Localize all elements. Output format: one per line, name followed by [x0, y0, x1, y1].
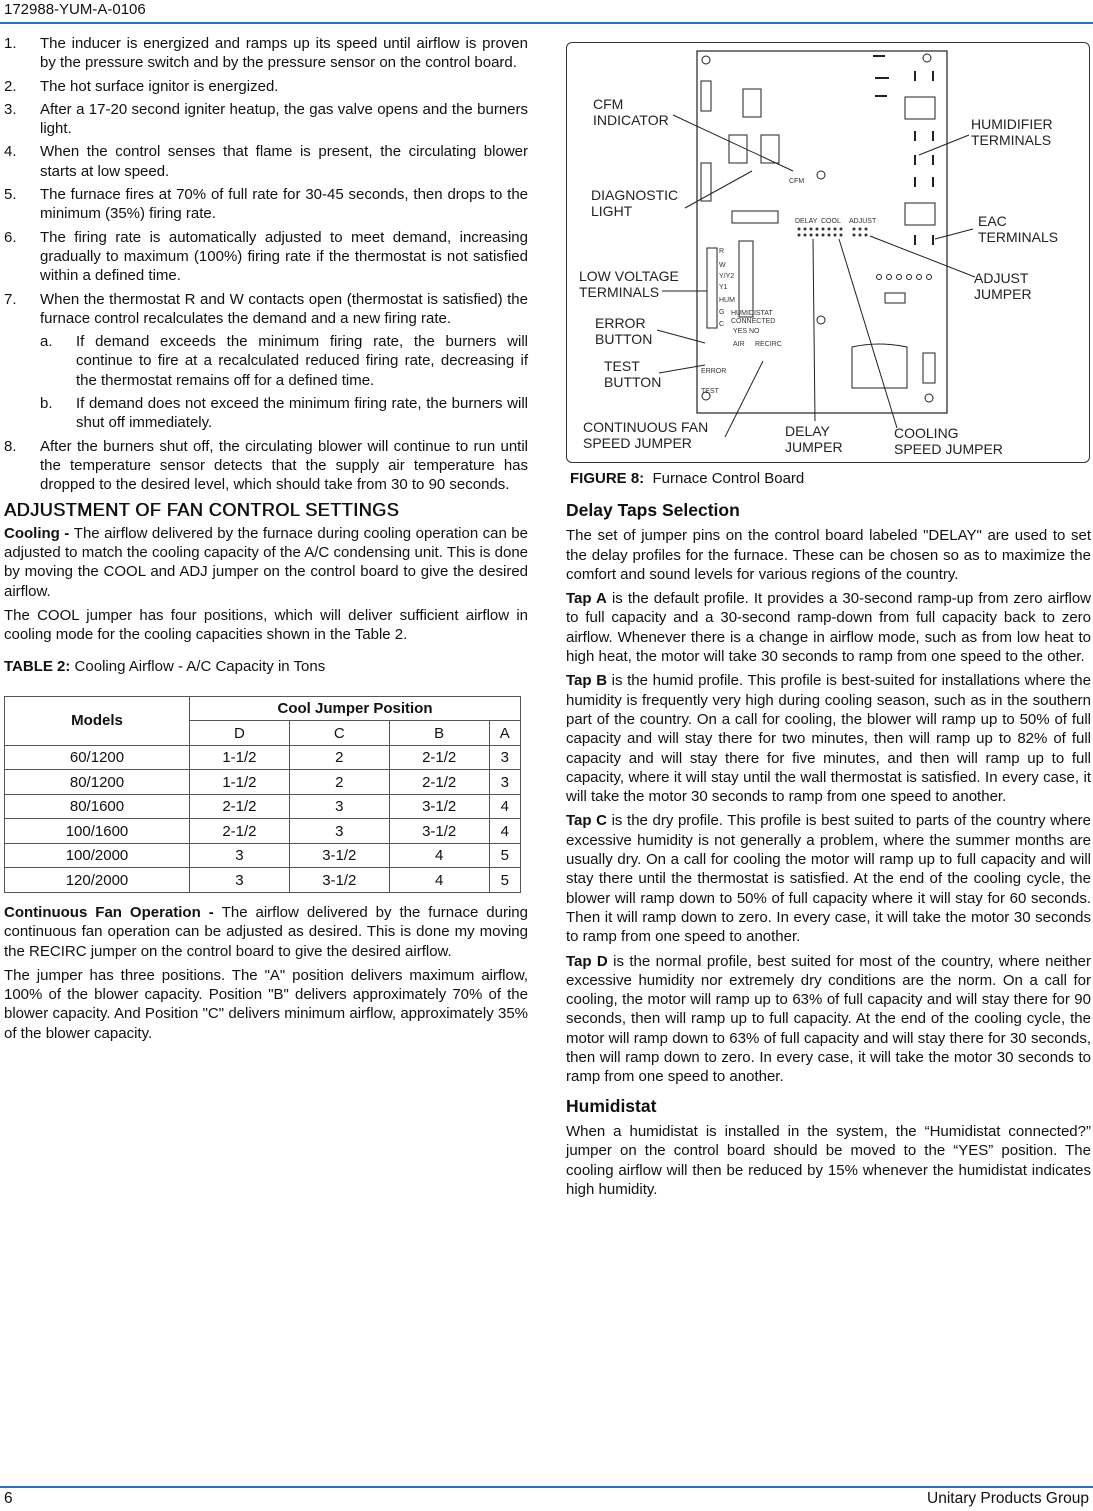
table-cell: 2 [289, 770, 389, 795]
tap-d-text: is the normal profile, best suited for most of the country, where neither excessive humidity nor extremely dry conditions are the norm. On a call for cooling, the motor will ramp up to 63% of full capacity and will stay there for 90 seconds, then will ramp up to full capacity. At the end of the cooling cycle, the motor will ramp down to 63% of full capacity and will stay there for 30 seconds, then will ramp down to zero. In every case, it will take the motor 30 seconds to ramp from one speed to another. [566, 952, 1091, 1086]
error-button-label: ERROR BUTTON [595, 315, 653, 347]
eac-block [905, 203, 935, 225]
models-header: Models [5, 696, 190, 745]
table-cell: 2-1/2 [389, 770, 489, 795]
board-label: DELAY [795, 218, 818, 225]
list-item [4, 228, 528, 286]
continuous-fan-jumper-label: CONTINUOUS FAN SPEED JUMPER [583, 419, 709, 451]
tap-a-paragraph [566, 589, 1091, 666]
diagnostic-light-label: DIAGNOSTIC LIGHT [591, 187, 679, 219]
item-text: If demand does not exceed the minimum firing rate, the burners will shut off immediately. [76, 395, 528, 432]
board-label: HUM [719, 297, 735, 304]
board-label: CONNECTED [731, 318, 776, 325]
item-number: 3. [4, 100, 17, 118]
tap-b-label: Tap B [566, 672, 608, 690]
board-label: HUMIDISTAT [731, 310, 773, 317]
item-text: If demand exceeds the minimum firing rate, the burners will continue to fire at a recalculated reduced firing rate, decreasing if the thermostat remains off for a defined time. [76, 333, 528, 389]
list-item [4, 185, 528, 224]
tap-a-text: is the default profile. It provides a 30-second ramp-up from zero airflow to full capacity and a 30-second ramp-down from full capacity back to zero airflow. Whenever there is a change in airflow mode, such as from low heat to high heat, the motor will take 30 seconds to ramp from one speed to the other. [566, 590, 1092, 666]
sub-list-item [4, 394, 528, 433]
board-label: YES NO [733, 328, 760, 335]
continuous-fan-text: The airflow delivered by the furnace during continuous fan operation can be adjusted as desired. This is done my moving the RECIRC jumper on the control board to give the desired airflow. [4, 903, 528, 960]
mount-hole [817, 316, 825, 324]
cooling-label: Cooling - [4, 524, 74, 542]
table-row [5, 868, 521, 893]
list-item [4, 100, 528, 139]
table-row [5, 819, 521, 844]
mount-hole [925, 394, 933, 402]
table-cell: 4 [389, 868, 489, 893]
board-label: C [719, 321, 725, 328]
item-text: The hot surface ignitor is energized. [40, 77, 279, 95]
section-title: ADJUSTMENT OF FAN CONTROL SETTINGS [4, 499, 400, 520]
table-cell: 120/2000 [5, 868, 190, 893]
cfm-indicator-label: CFM INDICATOR [593, 96, 669, 128]
continuous-fan-label: Continuous Fan Operation - [4, 903, 222, 921]
tap-d-label: Tap D [566, 952, 608, 970]
board-label: RECIRC [755, 341, 782, 348]
mount-hole [817, 171, 825, 179]
item-letter: a. [40, 333, 53, 351]
top-left-connectors [701, 81, 779, 223]
table-cell: 80/1200 [5, 770, 190, 795]
cooling-text: The airflow delivered by the furnace during cooling operation can be adjusted to match the cooling capacity of the A/C condensing unit. This is done by moving the COOL and ADJ jumper on the control board to give the desired airflow. [4, 524, 528, 600]
table-cell: 1-1/2 [190, 770, 290, 795]
table-cell: 100/1600 [5, 819, 190, 844]
board-label: W [719, 262, 726, 269]
table-cell: 3 [489, 745, 520, 770]
humidistat-heading: Humidistat [566, 1095, 657, 1116]
table-caption-label: TABLE 2: [4, 657, 71, 675]
tap-b-text: is the humid profile. This profile is best-suited for installations where the humidity is frequently very high during cooling season, such as in the southern part of the country. On a call for cooling, the blower will ramp up to 50% of full capacity and will stay there for two minutes, then will ramp up to 82% of full capacity and will stay there for five minutes, and then will ramp up to full capacity, where it will stay until the wall thermostat is satisfied. In every case, it will take the motor 30 seconds to ramp from one speed to another. [566, 672, 1091, 806]
document-id: 172988-YUM-A-0106 [4, 1, 146, 18]
table-cell: 3-1/2 [389, 819, 489, 844]
figure-caption-label: FIGURE 8: [570, 470, 645, 487]
table-cell: 2-1/2 [190, 819, 290, 844]
cool-jumper-header: Cool Jumper Position [190, 696, 521, 721]
delay-taps-heading: Delay Taps Selection [566, 500, 740, 520]
board-label: ERROR [701, 368, 727, 375]
table-cell: 3-1/2 [289, 868, 389, 893]
item-text: The firing rate is automatically adjusted to meet demand, increasing gradually to maximum (100%) firing rate if the thermostat is not satisfied within a defined time. [40, 228, 528, 285]
item-number: 7. [4, 290, 17, 308]
table-row [5, 794, 521, 819]
item-text: The inducer is energized and ramps up its speed until airflow is proven by the pressure switch and by the pressure sensor on the control board. [40, 35, 528, 72]
list-item [4, 290, 528, 329]
small-connector [885, 293, 905, 303]
page-number: 6 [4, 1490, 13, 1507]
mount-hole [923, 54, 931, 62]
item-number: 5. [4, 186, 17, 204]
tap-c-text: is the dry profile. This profile is best suited to parts of the country where excessive humidity is not generally a problem, where the summer months are usually dry. On a call for cooling the motor will ramp up to full capacity and will stay there until the thermostat is satisfied. At the end of the cooling cycle, the blower will ramp down to 50% of full capacity where it will stay for 60 seconds. Then it will ramp down to zero. In every case, it will take the motor 30 seconds to ramp from one speed to another. [566, 812, 1091, 946]
cooling-paragraph [4, 524, 528, 601]
table-cell: 3 [190, 868, 290, 893]
table-cell: 2-1/2 [389, 745, 489, 770]
side-connector [923, 353, 935, 383]
mount-hole [702, 56, 710, 64]
board-label: AIR [733, 341, 745, 348]
delay-jumper-label: DELAY JUMPER [785, 423, 843, 455]
adjust-jumper-circles [877, 275, 932, 280]
table-row [5, 745, 521, 770]
table-cell: 3-1/2 [389, 794, 489, 819]
board-label: G [719, 309, 725, 316]
board-label: Y1 [719, 284, 728, 291]
low-voltage-strip [707, 248, 717, 328]
table-cell: 3 [190, 843, 290, 868]
continuous-fan-paragraph [4, 903, 528, 961]
list-item [4, 437, 528, 495]
transformer [852, 344, 907, 388]
jumper-pins [798, 228, 868, 237]
table-caption [4, 657, 528, 676]
table-cell: 1-1/2 [190, 745, 290, 770]
test-button-label: TEST BUTTON [604, 358, 662, 390]
left-column [4, 34, 528, 1048]
item-text: After the burners shut off, the circulating blower will continue to run until the temperature sensor detects that the supply air temperature has dropped to the desired level, which should take from 30 to 90 seconds. [40, 437, 528, 494]
adjust-jumper-label: ADJUST JUMPER [974, 270, 1032, 302]
item-text: When the thermostat R and W contacts open (thermostat is satisfied) the furnace control recalculates the demand and a new firing rate. [40, 290, 528, 327]
tap-b-paragraph [566, 671, 1091, 806]
table-header-row [5, 696, 521, 721]
board-label: CFM [789, 178, 805, 185]
table-cell: 2-1/2 [190, 794, 290, 819]
table-cell: 60/1200 [5, 745, 190, 770]
table-cell: 100/2000 [5, 843, 190, 868]
table-cell: 4 [489, 794, 520, 819]
item-number: 1. [4, 35, 17, 52]
cooling-speed-jumper-label: COOLING SPEED JUMPER [894, 425, 1003, 457]
header-rule [0, 22, 1093, 24]
table-cell: 5 [489, 868, 520, 893]
table-cell: 4 [489, 819, 520, 844]
item-text: After a 17-20 second igniter heatup, the gas valve opens and the burners light. [40, 100, 528, 138]
dashes [873, 55, 889, 97]
board-label: Y/Y2 [719, 273, 735, 280]
board-label: R [719, 248, 725, 255]
tap-d-paragraph [566, 952, 1091, 1087]
figure-caption [570, 470, 804, 487]
list-item [4, 77, 528, 96]
figure-caption-text: Furnace Control Board [644, 470, 805, 487]
tap-a-label: Tap A [566, 590, 607, 608]
board-label: COOL [821, 218, 841, 225]
item-text: The furnace fires at 70% of full rate for 30-45 seconds, then drops to the minimum (35%) firing rate. [40, 186, 528, 223]
position-header: B [389, 721, 489, 746]
sub-list-item [4, 332, 528, 390]
table-cell: 3 [289, 794, 389, 819]
list-item [4, 142, 528, 181]
item-number: 8. [4, 437, 17, 455]
table-row [5, 770, 521, 795]
item-letter: b. [40, 395, 53, 413]
humidistat-strip [739, 241, 753, 317]
delay-intro-paragraph: The set of jumper pins on the control board labeled "DELAY" are used to set the delay profiles for the furnace. These can be chosen so as to maximize the comfort and sound levels for various regions of the country. [566, 527, 1091, 583]
cool-jumper-paragraph: The COOL jumper has four positions, which will deliver sufficient airflow in cooling mode for the cooling capacities shown in the Table 2. [4, 607, 528, 644]
board-label: TEST [701, 388, 719, 395]
humidifier-block [905, 97, 935, 119]
right-column [566, 497, 1091, 1204]
cooling-airflow-table [4, 696, 521, 893]
tap-c-paragraph [566, 811, 1091, 946]
table-cell: 2 [289, 745, 389, 770]
table-cell: 4 [389, 843, 489, 868]
item-text: When the control senses that flame is present, the circulating blower starts at low speed. [40, 143, 528, 180]
table-caption-text: Cooling Airflow - A/C Capacity in Tons [70, 657, 326, 675]
table-cell: 3 [489, 770, 520, 795]
board-label: ADJUST [849, 218, 877, 225]
position-header: C [289, 721, 389, 746]
furnace-control-board-figure [566, 42, 1090, 463]
jumper-positions-paragraph: The jumper has three positions. The "A" position delivers maximum airflow, 100% of the blower capacity. Position "B" delivers approximately 70% of the blower capacity. And Position "C" delivers minimum airflow, approximately 35% of the blower capacity. [4, 966, 528, 1042]
board-outline [697, 51, 947, 413]
board-text-labels [701, 178, 877, 395]
table-cell: 80/1600 [5, 794, 190, 819]
humidifier-terminals-label: HUMIDIFIER TERMINALS [971, 116, 1053, 148]
tap-c-label: Tap C [566, 812, 607, 830]
item-number: 4. [4, 143, 17, 161]
list-item [4, 34, 528, 73]
humidistat-paragraph: When a humidistat is installed in the system, the “Humidistat connected?” jumper on the control board should be moved to the “YES” position. The cooling airflow will then be reduced by 15% whenever the humidistat indicates high humidity. [566, 1122, 1091, 1198]
eac-terminals-label: EAC TERMINALS [978, 213, 1059, 245]
position-header: A [489, 721, 520, 746]
table-cell: 3 [289, 819, 389, 844]
position-header: D [190, 721, 290, 746]
low-voltage-terminals-label: LOW VOLTAGE TERMINALS [579, 268, 679, 300]
table-row [5, 843, 521, 868]
company-name: Unitary Products Group [927, 1490, 1089, 1507]
item-number: 6. [4, 228, 17, 246]
item-number: 2. [4, 77, 17, 95]
footer-rule [0, 1486, 1093, 1488]
table-cell: 3-1/2 [289, 843, 389, 868]
table-cell: 5 [489, 843, 520, 868]
